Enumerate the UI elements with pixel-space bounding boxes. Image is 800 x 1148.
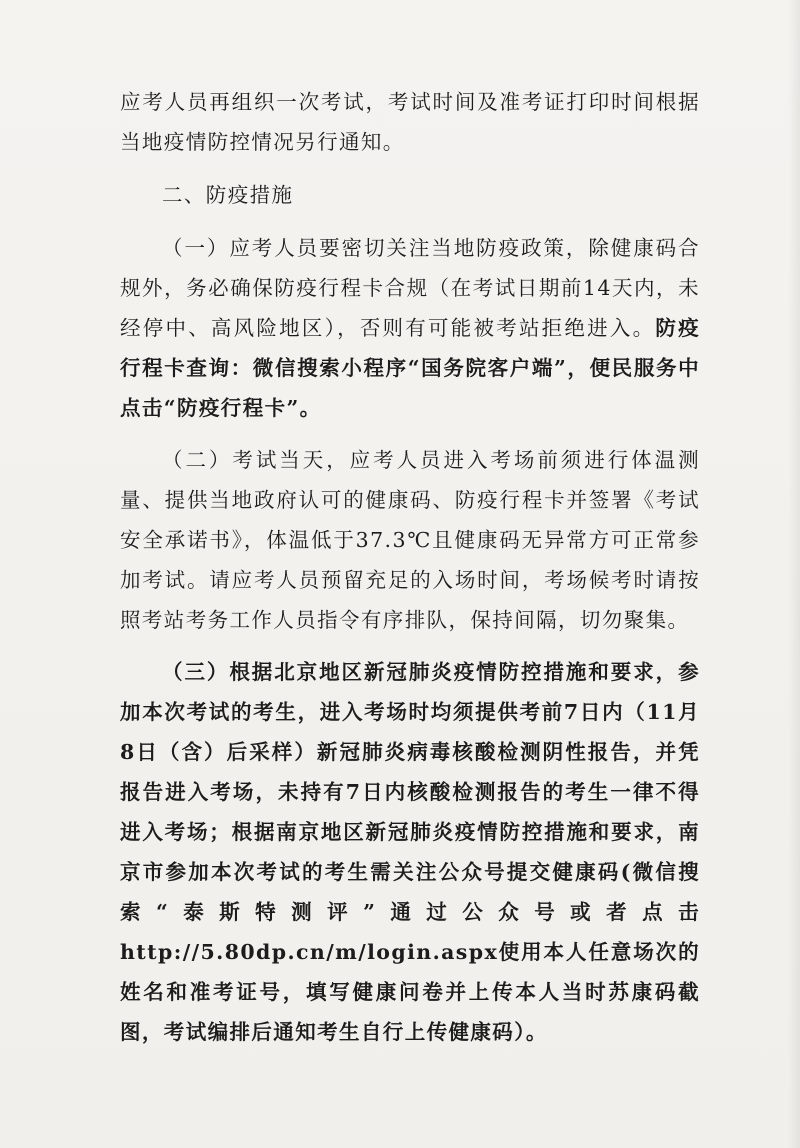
- measure-item-2: （二）考试当天，应考人员进入考场前须进行体温测量、提供当地政府认可的健康码、防疫行程卡并签署《考试安全承诺书》，体温低于37.3℃且健康码无异常方可正常参加考试。请应考人员预留充足的入场时间，考场候考时请按照考站考务工作人员指令有序排队，保持间隔，切勿聚集。: [120, 448, 700, 632]
- itinerary-card-query-note: 防疫行程卡查询：微信搜索小程序“国务院客户端”，便民服务中点击“防疫行程卡”。: [120, 316, 700, 420]
- measure-item-3: （三）根据北京地区新冠肺炎疫情防控措施和要求，参加本次考试的考生，进入考场时均须提供考前7日内（11月8日（含）后采样）新冠肺炎病毒核酸检测阴性报告，并凭报告进入考场，未持有7日内核酸检测报告的考生一律不得进入考场；根据南京地区新冠肺炎疫情防控措施和要求，南京市参加本次考试的考生需关注公众号提交健康码(微信搜索“泰斯特测评”通过公众号或者点击http://5.80dp.cn/m/login.aspx使用本人任意场次的姓名和准考证号，填写健康问卷并上传本人当时苏康码截图，考试编排后通知考生自行上传健康码）。: [120, 660, 700, 1044]
- section-heading-epidemic-measures: 二、防疫措施: [162, 183, 294, 207]
- measure-item-1: [120, 228, 700, 428]
- measure-item-1-text: （一）应考人员要密切关注当地防疫政策，除健康码合规外，务必确保防疫行程卡合规（在考试日期前14天内，未经停中、高风险地区），否则有可能被考站拒绝进入。: [120, 236, 700, 340]
- intro-paragraph: 应考人员再组织一次考试，考试时间及准考证打印时间根据当地疫情防控情况另行通知。: [120, 90, 700, 154]
